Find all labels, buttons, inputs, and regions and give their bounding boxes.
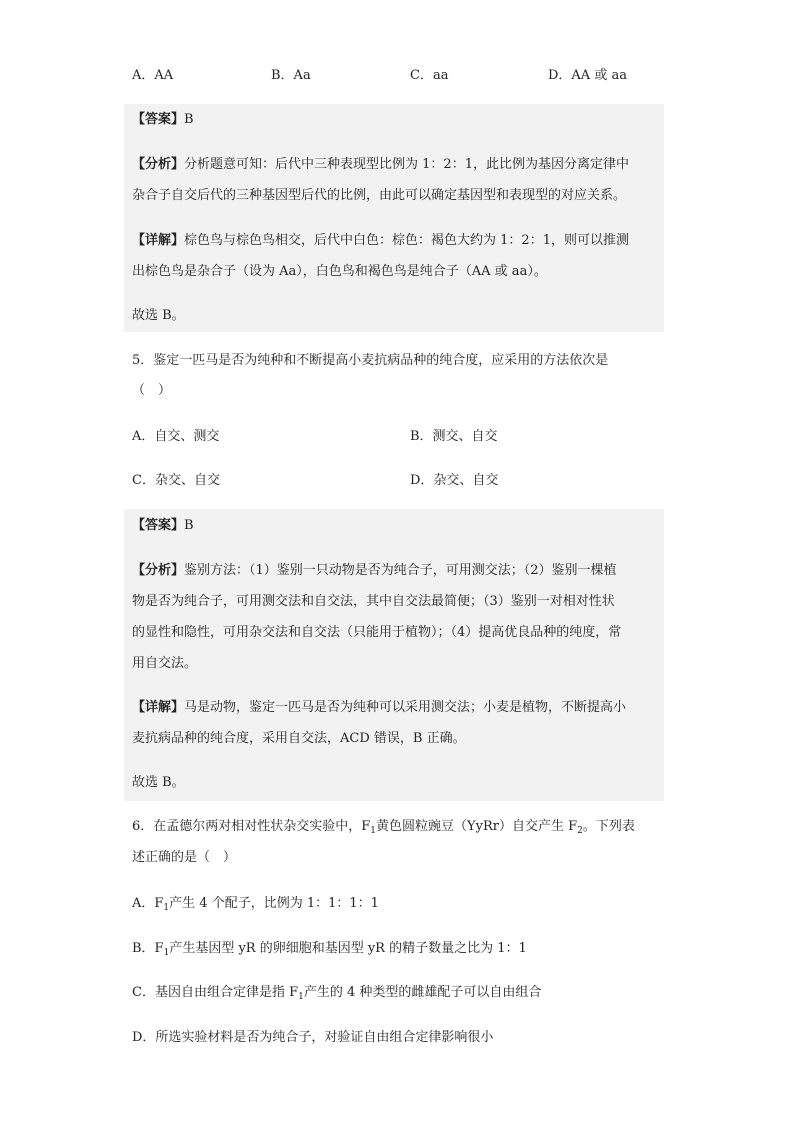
q5-analysis-line: 用自交法。 xyxy=(132,656,198,671)
q6-option-c: C．基因自由组合定律是指 $F_1$产生的 4 种类型的雌雄配子可以自由组合 xyxy=(132,985,542,1002)
q4-conclusion: 故选 B。 xyxy=(132,308,185,323)
q6-stem-line: 述正确的是（ ） xyxy=(132,850,237,865)
q4-explanation-box xyxy=(124,104,664,332)
q4-answer: 【答案】B xyxy=(132,112,194,127)
q4-detail-line: 出棕色鸟是杂合子（设为 Aa），白色鸟和褐色鸟是纯合子（AA 或 aa）。 xyxy=(132,264,547,279)
q4-option-d: D．AA 或 aa xyxy=(548,68,627,83)
q5-conclusion: 故选 B。 xyxy=(132,775,185,790)
q5-option-c: C．杂交、自交 xyxy=(132,473,220,488)
q5-analysis-line: 的显性和隐性，可用杂交法和自交法（只能用于植物）；（4）提高优良品种的纯度，常 xyxy=(132,625,622,640)
q5-detail-line: 麦抗病品种的纯合度，采用自交法，ACD 错误，B 正确。 xyxy=(132,731,466,746)
q5-option-a: A．自交、测交 xyxy=(132,429,220,444)
q4-analysis-line: 杂合子自交后代的三种基因型后代的比例，由此可以确定基因型和表现型的对应关系。 xyxy=(132,188,627,203)
q5-stem-line: （ ） xyxy=(132,383,172,398)
q5-analysis: 【分析】鉴别方法：（1）鉴别一只动物是否为纯合子，可用测交法；（2）鉴别一棵植 xyxy=(132,563,617,578)
q6-option-a: A．$F_1$产生 4 个配子，比例为 1：1：1：1 xyxy=(132,896,379,913)
q6-stem: 6．在孟德尔两对相对性状杂交实验中，$F_1$黄色圆粒豌豆（YyRr）自交产生 $F_2$。下列表 xyxy=(132,819,635,836)
q5-option-b: B．测交、自交 xyxy=(410,429,498,444)
q6-option-b: B．$F_1$产生基因型 yR 的卵细胞和基因型 yR 的精子数量之比为 1：1 xyxy=(132,941,527,958)
q5-analysis-line: 物是否为纯合子，可用测交法和自交法，其中自交法最简便；（3）鉴别一对相对性状 xyxy=(132,594,615,609)
q4-option-a: A．AA xyxy=(132,68,174,83)
q4-option-b: B．Aa xyxy=(271,68,311,83)
q4-analysis: 【分析】分析题意可知：后代中三种表现型比例为 1：2：1，此比例为基因分离定律中 xyxy=(132,157,629,172)
q4-detail: 【详解】棕色鸟与棕色鸟相交，后代中白色：棕色：褐色大约为 1：2：1，则可以推测 xyxy=(132,233,629,248)
q5-explanation-box xyxy=(124,509,664,801)
q4-option-c: C．aa xyxy=(410,68,449,83)
q5-option-d: D．杂交、自交 xyxy=(410,473,499,488)
q6-option-d: D．所选实验材料是否为纯合子，对验证自由组合定律影响很小 xyxy=(132,1030,494,1045)
q5-answer: 【答案】B xyxy=(132,518,194,533)
q5-stem: 5．鉴定一匹马是否为纯种和不断提高小麦抗病品种的纯合度，应采用的方法依次是 xyxy=(132,353,609,368)
q5-detail: 【详解】马是动物，鉴定一匹马是否为纯种可以采用测交法；小麦是植物，不断提高小 xyxy=(132,700,627,715)
